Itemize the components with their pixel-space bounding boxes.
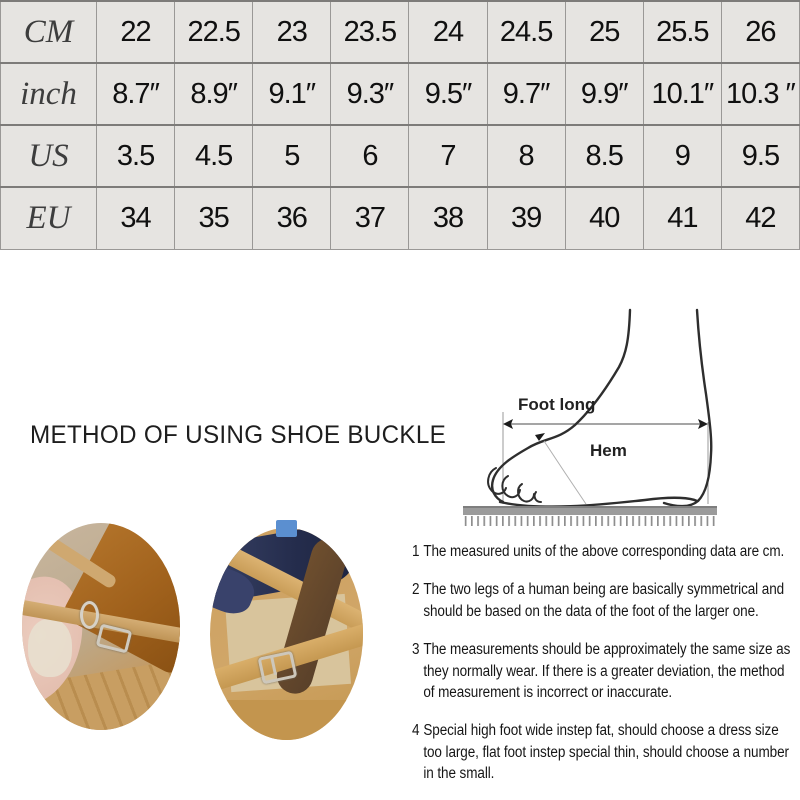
size-cell: 9.3″ bbox=[331, 63, 409, 125]
size-cell: 8 bbox=[487, 125, 565, 187]
size-cell: 9.7″ bbox=[487, 63, 565, 125]
size-cell: 25 bbox=[565, 1, 643, 63]
size-cell: 9.5″ bbox=[409, 63, 487, 125]
ruler-edge bbox=[463, 506, 717, 508]
size-row-label: CM bbox=[1, 1, 97, 63]
buckle-photo-right bbox=[210, 528, 363, 740]
size-cell: 9.9″ bbox=[565, 63, 643, 125]
size-cell: 4.5 bbox=[175, 125, 253, 187]
size-cell: 8.5 bbox=[565, 125, 643, 187]
size-cell: 22.5 bbox=[175, 1, 253, 63]
note-item-2 bbox=[412, 579, 792, 622]
size-cell: 41 bbox=[643, 187, 721, 249]
note-text: The two legs of a human being are basically symmetrical and should be based on the data of the foot of the larger one. bbox=[423, 581, 785, 620]
size-table-body bbox=[1, 1, 800, 249]
size-cell: 22 bbox=[97, 1, 175, 63]
foot-long-label: Foot long bbox=[518, 395, 596, 414]
buckle-method-title: METHOD OF USING SHOE BUCKLE bbox=[30, 421, 447, 449]
size-cell: 5 bbox=[253, 125, 331, 187]
notes-list bbox=[412, 541, 792, 800]
size-cell: 38 bbox=[409, 187, 487, 249]
size-cell: 3.5 bbox=[97, 125, 175, 187]
note-text: The measured units of the above corresponding data are cm. bbox=[423, 543, 785, 560]
note-text: The measurements should be approximately the same size as they normally wear. If there is a greater deviation, the method of measurement is incorrect or inaccurate. bbox=[423, 641, 791, 701]
pale-patch bbox=[28, 619, 72, 677]
size-cell: 42 bbox=[721, 187, 799, 249]
size-cell: 26 bbox=[721, 1, 799, 63]
note-number: 1 bbox=[412, 543, 420, 560]
note-number: 3 bbox=[412, 641, 420, 659]
instep-line bbox=[544, 441, 586, 504]
size-cell: 23.5 bbox=[331, 1, 409, 63]
wood-floor bbox=[210, 700, 363, 740]
note-item-3 bbox=[412, 639, 792, 703]
note-number: 4 bbox=[412, 722, 420, 740]
size-cell: 36 bbox=[253, 187, 331, 249]
size-cell: 9.1″ bbox=[253, 63, 331, 125]
size-cell: 10.1″ bbox=[643, 63, 721, 125]
size-row-label: inch bbox=[1, 63, 97, 125]
foot-measurement-diagram bbox=[440, 288, 800, 546]
size-cell: 37 bbox=[331, 187, 409, 249]
size-row-us bbox=[1, 125, 800, 187]
tan-shoe bbox=[60, 523, 180, 677]
size-cell: 34 bbox=[97, 187, 175, 249]
note-item-4 bbox=[412, 720, 792, 784]
size-cell: 6 bbox=[331, 125, 409, 187]
size-conversion-table bbox=[0, 0, 800, 250]
foot-diagram-svg bbox=[440, 288, 800, 546]
size-cell: 35 bbox=[175, 187, 253, 249]
ruler-ticks bbox=[463, 516, 717, 526]
size-row-eu bbox=[1, 187, 800, 249]
blue-shoe-tab bbox=[276, 520, 297, 537]
note-text: Special high foot wide instep fat, should choose a dress size too large, flat foot instep special thin, should choose a number in the small. bbox=[423, 722, 789, 782]
buckle-photo-left bbox=[22, 523, 180, 730]
size-cell: 40 bbox=[565, 187, 643, 249]
size-row-cm bbox=[1, 1, 800, 63]
size-cell: 25.5 bbox=[643, 1, 721, 63]
size-cell: 9.5 bbox=[721, 125, 799, 187]
size-cell: 10.3 ″ bbox=[721, 63, 799, 125]
size-row-label: US bbox=[1, 125, 97, 187]
size-cell: 24.5 bbox=[487, 1, 565, 63]
hem-label: Hem bbox=[590, 441, 627, 460]
size-cell: 8.7″ bbox=[97, 63, 175, 125]
strap-ring-icon bbox=[80, 601, 99, 629]
size-cell: 39 bbox=[487, 187, 565, 249]
size-cell: 8.9″ bbox=[175, 63, 253, 125]
note-item-1 bbox=[412, 541, 792, 562]
size-cell: 7 bbox=[409, 125, 487, 187]
size-cell: 23 bbox=[253, 1, 331, 63]
note-number: 2 bbox=[412, 581, 420, 599]
size-row-inch bbox=[1, 63, 800, 125]
size-row-label: EU bbox=[1, 187, 97, 249]
size-cell: 24 bbox=[409, 1, 487, 63]
size-cell: 9 bbox=[643, 125, 721, 187]
